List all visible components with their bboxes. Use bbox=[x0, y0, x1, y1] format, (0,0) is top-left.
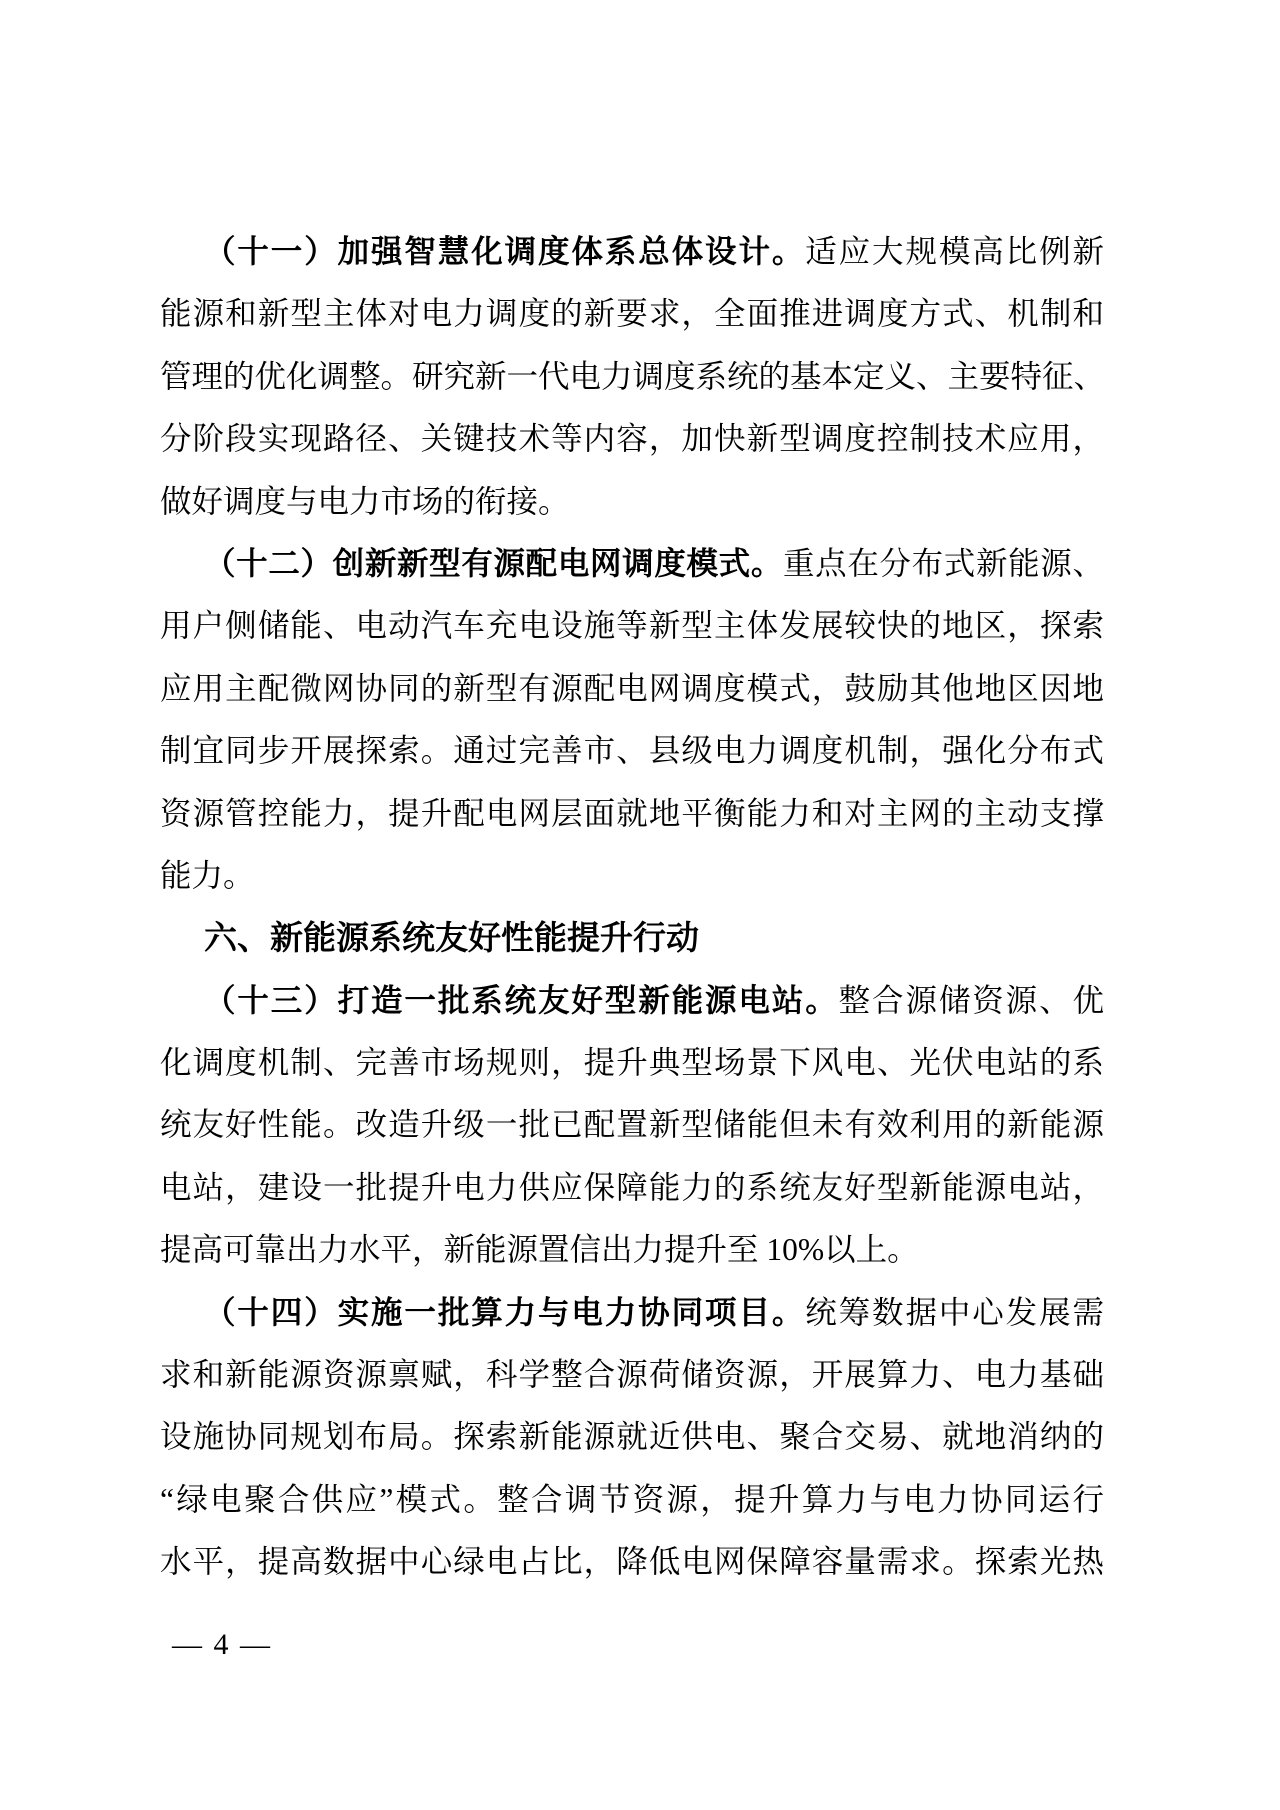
text-line bbox=[160, 970, 1104, 1032]
body-text: 求和新能源资源禀赋，科学整合源荷储资源，开展算力、电力基础 bbox=[160, 1357, 1104, 1393]
text-line bbox=[160, 1469, 1104, 1531]
page-number: — 4 — bbox=[172, 1628, 272, 1661]
body-text: 统友好性能。改造升级一批已配置新型储能但未有效利用的新能源 bbox=[160, 1107, 1104, 1143]
body-text: 做好调度与电力市场的衔接。 bbox=[160, 483, 570, 519]
body-text: “绿电聚合供应”模式。整合调节资源，提升算力与电力协同运行 bbox=[160, 1481, 1104, 1517]
text-line bbox=[160, 1531, 1104, 1593]
body-text: 管理的优化调整。研究新一代电力调度系统的基本定义、主要特征、 bbox=[160, 358, 1106, 394]
body-text: 重点在分布式新能源、 bbox=[782, 545, 1104, 581]
text-line bbox=[160, 720, 1104, 782]
text-line bbox=[160, 408, 1104, 470]
text-line bbox=[160, 1032, 1104, 1094]
text-line bbox=[160, 783, 1104, 845]
body-text: 统筹数据中心发展需 bbox=[805, 1294, 1104, 1330]
text-line bbox=[160, 1094, 1104, 1156]
body-text: 电站，建设一批提升电力供应保障能力的系统友好型新能源电站， bbox=[160, 1169, 1104, 1205]
body-text: 设施协同规划布局。探索新能源就近供电、聚合交易、就地消纳的 bbox=[160, 1419, 1104, 1455]
text-line bbox=[160, 471, 1104, 533]
text-line bbox=[160, 283, 1104, 345]
lead-in-text: （十二）创新新型有源配电网调度模式。 bbox=[204, 545, 783, 581]
text-line bbox=[160, 658, 1104, 720]
section-heading bbox=[160, 907, 1104, 969]
text-line bbox=[160, 1157, 1104, 1219]
lead-in-text: （十一）加强智慧化调度体系总体设计。 bbox=[204, 234, 806, 269]
body-text: 分阶段实现路径、关键技术等内容，加快新型调度控制技术应用， bbox=[160, 421, 1104, 457]
text-line bbox=[160, 595, 1104, 657]
lead-in-text: （十三）打造一批系统友好型新能源电站。 bbox=[204, 982, 839, 1018]
text-line bbox=[160, 1344, 1104, 1406]
body-text: 应用主配微网协同的新型有源配电网调度模式，鼓励其他地区因地 bbox=[160, 670, 1104, 706]
body-text: 整合源储资源、优 bbox=[838, 982, 1104, 1018]
text-line bbox=[160, 845, 1104, 907]
body-text: 用户侧储能、电动汽车充电设施等新型主体发展较快的地区，探索 bbox=[160, 608, 1104, 644]
text-line bbox=[160, 1406, 1104, 1468]
text-line bbox=[160, 221, 1104, 283]
body-text: 资源管控能力，提升配电网层面就地平衡能力和对主网的主动支撑 bbox=[160, 795, 1104, 831]
lead-in-text: （十四）实施一批算力与电力协同项目。 bbox=[204, 1294, 806, 1330]
body-text: 能源和新型主体对电力调度的新要求，全面推进调度方式、机制和 bbox=[160, 296, 1104, 332]
body-text: 提高可靠出力水平，新能源置信出力提升至 10%以上。 bbox=[160, 1232, 919, 1268]
body-text: 适应大规模高比例新 bbox=[805, 234, 1104, 269]
text-line bbox=[160, 1282, 1104, 1344]
text-line bbox=[160, 533, 1104, 595]
lead-in-text: 六、新能源系统友好性能提升行动 bbox=[204, 919, 699, 957]
body-text: 制宜同步开展探索。通过完善市、县级电力调度机制，强化分布式 bbox=[160, 733, 1104, 769]
text-line bbox=[160, 1219, 1104, 1281]
body-text: 化调度机制、完善市场规则，提升典型场景下风电、光伏电站的系 bbox=[160, 1045, 1104, 1081]
document-body bbox=[160, 221, 1104, 1594]
body-text: 能力。 bbox=[160, 857, 255, 893]
text-line bbox=[160, 346, 1104, 408]
body-text: 水平，提高数据中心绿电占比，降低电网保障容量需求。探索光热 bbox=[160, 1544, 1104, 1580]
